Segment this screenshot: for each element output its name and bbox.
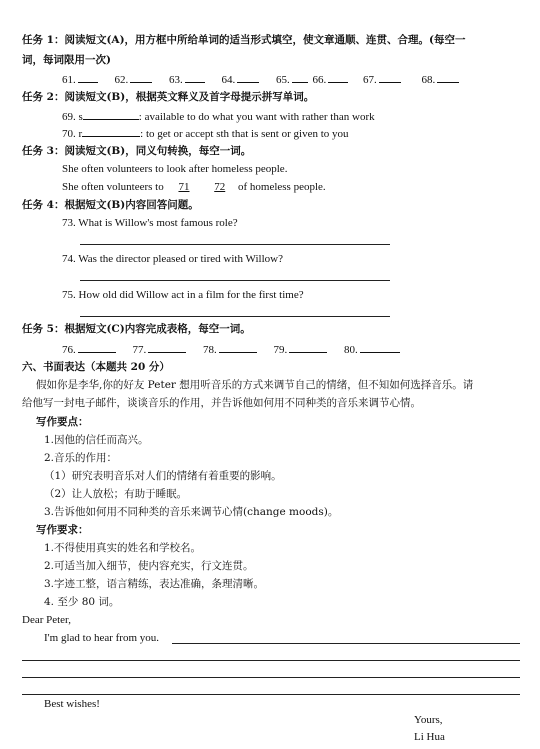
blank-label-65: 65. (276, 74, 290, 86)
letter-salutation: Dear Peter, (22, 614, 72, 626)
writing-points-title: 写作要点： (36, 416, 89, 428)
task5-heading: 任务 5：根据短文(C)内容完成表格，每空一词。 (22, 323, 251, 335)
blank-label-62: 62. (114, 74, 129, 86)
letter-signature: Li Hua (414, 731, 445, 743)
letter-signoff: Yours, (414, 714, 443, 726)
writing-requirements-title: 写作要求： (36, 524, 89, 536)
writing-prompt-line-2: 给他写一封电子邮件，谈谈音乐的作用，并告诉他如何用不同种类的音乐来调节心情。 (22, 397, 421, 409)
letter-opening: I'm glad to hear from you. (44, 632, 160, 644)
answer-blank-76[interactable] (78, 342, 116, 353)
item-70-prefix: 70. r (62, 128, 83, 140)
writing-point-1: 1.因他的信任而高兴。 (44, 434, 149, 446)
answer-blank-80[interactable] (360, 342, 400, 353)
question-73: 73. What is Willow's most famous role? (62, 217, 238, 229)
answer-blank-79[interactable] (289, 342, 327, 353)
item-69-definition: : available to do what you want with rather than work (138, 111, 375, 123)
blank-label-79: 79. (273, 344, 288, 356)
writing-point-3: 3.告诉他如何用不同种类的音乐来调节心情(change moods)。 (44, 506, 339, 518)
item-69 (62, 109, 375, 124)
writing-prompt-line-1: 假如你是李华,你的好友 Peter 想用听音乐的方式来调节自己的情绪，但不知如何选择音乐。请 (36, 379, 474, 391)
answer-line-74[interactable] (80, 280, 390, 281)
answer-blank-62[interactable] (130, 72, 152, 83)
writing-line-2[interactable] (22, 660, 520, 661)
blank-label-68: 68. (421, 74, 436, 86)
answer-blank-61[interactable] (78, 72, 98, 83)
writing-line-4[interactable] (22, 694, 520, 695)
task3-sentence-2-start: She often volunteers to (62, 181, 164, 193)
blank-label-61: 61. (62, 74, 76, 86)
task5-blanks-row (62, 342, 400, 357)
answer-blank-70[interactable] (82, 126, 140, 137)
task3-sentence-1: She often volunteers to look after homeless people. (62, 163, 288, 175)
writing-point-2: 2.音乐的作用： (44, 452, 118, 464)
blank-label-66: 66. (312, 74, 327, 86)
answer-line-75[interactable] (80, 316, 390, 317)
blank-label-76: 76. (62, 344, 76, 356)
question-74: 74. Was the director pleased or tired with Willow? (62, 253, 283, 265)
writing-line-1[interactable] (172, 643, 520, 644)
question-75: 75. How old did Willow act in a film for the first time? (62, 289, 304, 301)
answer-blank-63[interactable] (185, 72, 205, 83)
blank-label-64: 64. (221, 74, 236, 86)
blank-label-80: 80. (344, 344, 358, 356)
task1-heading: 任务 1：阅读短文(A)，用方框中所给单词的适当形式填空，使文章通顺、连贯、合理。(每空一 (22, 34, 466, 46)
writing-requirement-2: 2.可适当加入细节，使内容充实，行文连贯。 (44, 560, 254, 572)
blank-label-63: 63. (169, 74, 183, 86)
answer-blank-67[interactable] (379, 72, 401, 83)
answer-blank-77[interactable] (148, 342, 186, 353)
answer-blank-71[interactable]: 71 (178, 181, 190, 193)
blank-label-78: 78. (203, 344, 217, 356)
answer-line-73[interactable] (80, 244, 390, 245)
writing-section-title: 六、书面表达（本题共 20 分） (22, 361, 170, 373)
letter-closing: Best wishes! (44, 698, 100, 710)
writing-requirement-1: 1.不得使用真实的姓名和学校名。 (44, 542, 202, 554)
blank-label-67: 67. (363, 74, 377, 86)
answer-blank-78[interactable] (219, 342, 257, 353)
answer-blank-65[interactable] (292, 72, 308, 83)
task2-heading: 任务 2：阅读短文(B)，根据英文释义及首字母提示拼写单词。 (22, 91, 315, 103)
item-70-definition: : to get or accept sth that is sent or given to you (140, 128, 349, 140)
item-70 (62, 126, 349, 141)
task4-heading: 任务 4：根据短文(B)内容回答问题。 (22, 199, 199, 211)
answer-blank-66[interactable] (328, 72, 348, 83)
answer-blank-72[interactable]: 72 (214, 181, 226, 193)
writing-line-3[interactable] (22, 677, 520, 678)
answer-blank-69[interactable] (83, 109, 139, 120)
writing-point-2b: （2）让人放松；有助于睡眠。 (44, 488, 188, 500)
writing-point-2a: （1）研究表明音乐对人们的情绪有着重要的影响。 (44, 470, 282, 482)
task3-heading: 任务 3：阅读短文(B)，同义句转换，每空一词。 (22, 145, 252, 157)
blank-label-77: 77. (132, 344, 147, 356)
writing-requirement-4: 4. 至少 80 词。 (44, 596, 120, 608)
answer-blank-68[interactable] (437, 72, 459, 83)
item-69-prefix: 69. s (62, 111, 83, 123)
writing-requirement-3: 3.字迹工整，语言精练，表达准确，条理清晰。 (44, 578, 265, 590)
task1-blanks-row (62, 72, 459, 87)
task3-sentence-2-end: of homeless people. (237, 181, 326, 193)
task3-sentence-2 (62, 181, 326, 194)
task1-heading-cont: 词，每词限用一次) (22, 54, 111, 66)
answer-blank-64[interactable] (237, 72, 259, 83)
